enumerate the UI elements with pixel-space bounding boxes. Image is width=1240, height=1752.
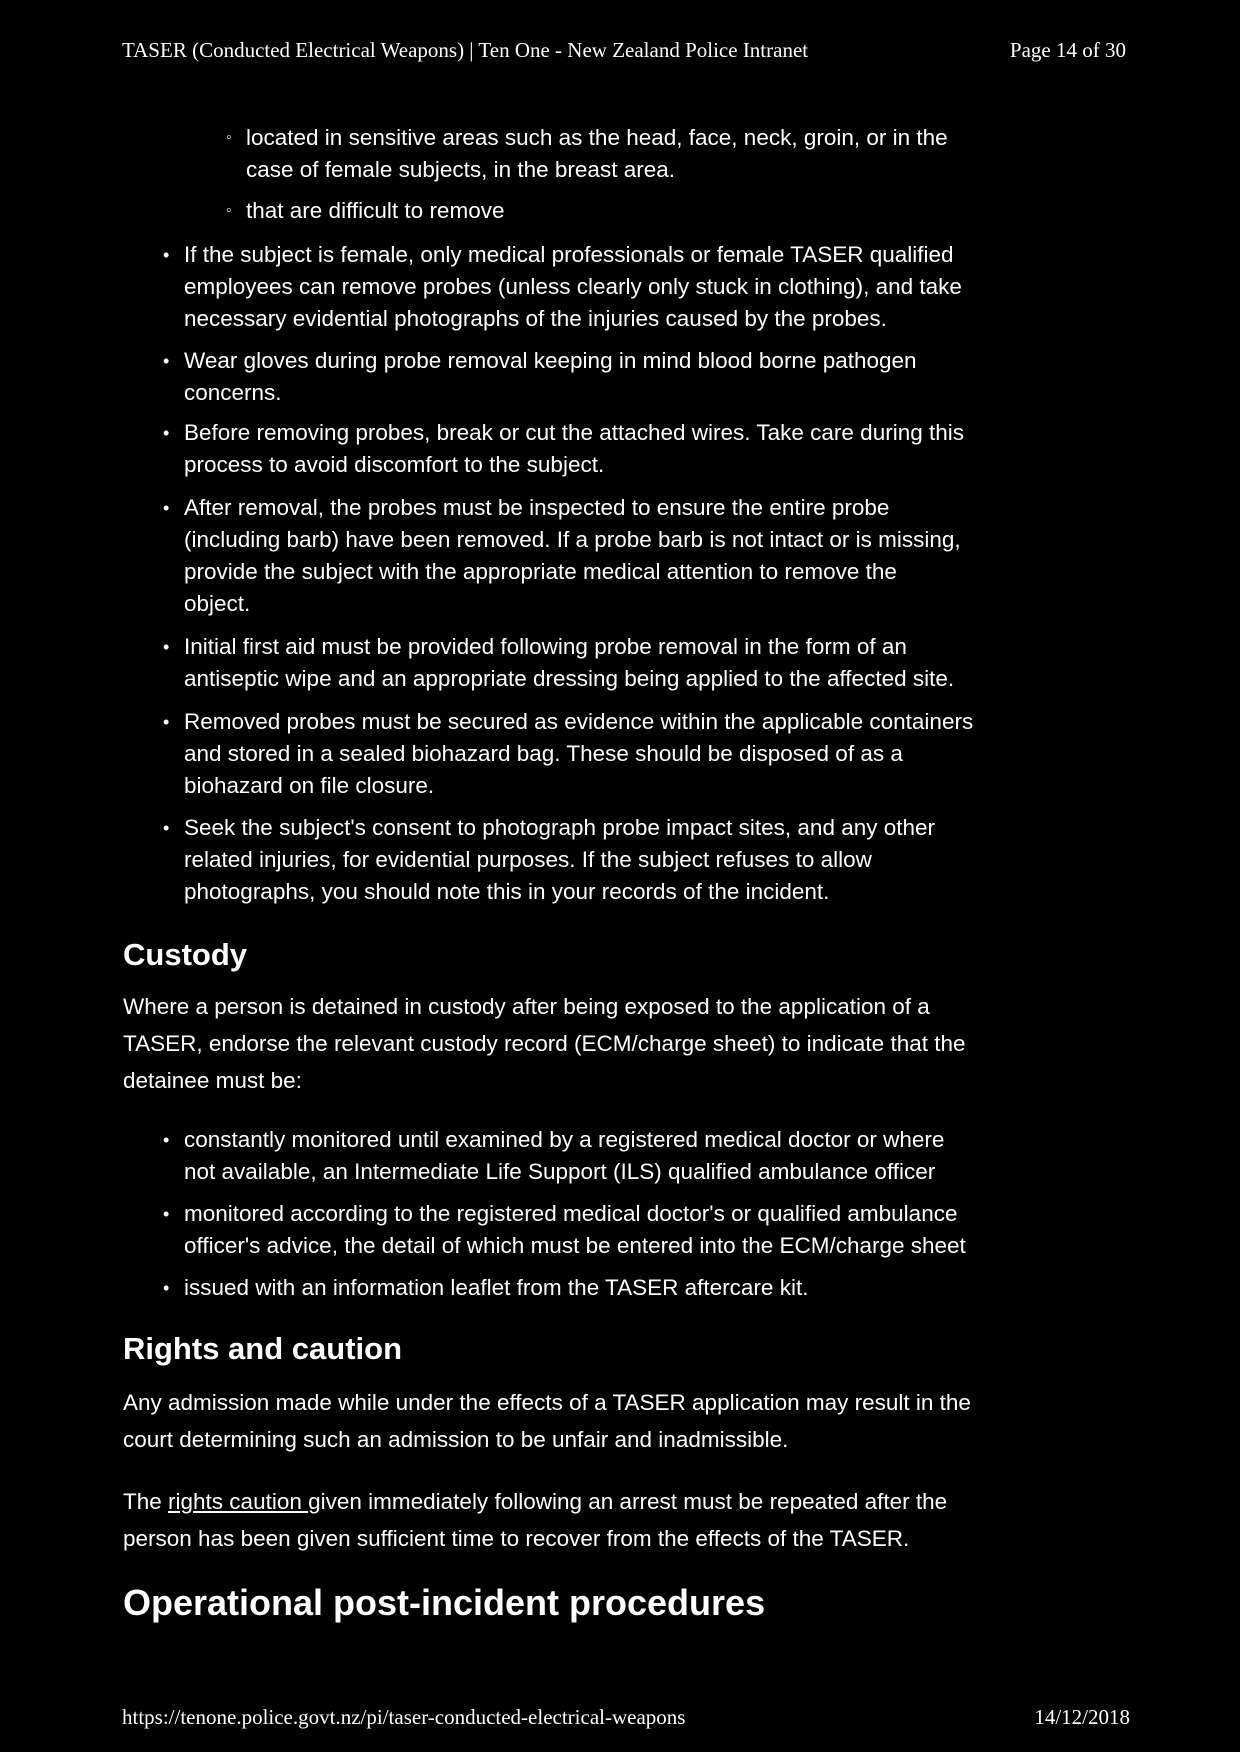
- text-line: officer's advice, the detail of which must be entered into the ECM/charge sheet: [184, 1233, 966, 1258]
- bullet-item: [163, 1198, 966, 1262]
- bullet-item: [163, 1272, 809, 1304]
- page-url: https://tenone.police.govt.nz/pi/taser-conducted-electrical-weapons: [122, 1705, 686, 1729]
- text-line: case of female subjects, in the breast area.: [246, 157, 675, 182]
- bullet-icon: •: [163, 498, 170, 518]
- text-line: object.: [184, 591, 251, 616]
- text-line: [123, 1483, 947, 1520]
- page-number: Page 14 of 30: [1009, 38, 1126, 62]
- page-header-title: TASER (Conducted Electrical Weapons) | Ten One - New Zealand Police Intranet: [122, 38, 809, 62]
- text-line: Seek the subject's consent to photograph probe impact sites, and any other: [184, 815, 936, 840]
- text-line: employees can remove probes (unless clearly only stuck in clothing), and take: [184, 274, 962, 299]
- text-line: monitored according to the registered medical doctor's or qualified ambulance: [184, 1201, 958, 1226]
- operational-heading: Operational post-incident procedures: [123, 1582, 766, 1623]
- hollow-bullet-icon: ◦: [226, 129, 232, 146]
- text-line: provide the subject with the appropriate medical attention to remove the: [184, 559, 897, 584]
- print-date: 14/12/2018: [1034, 1705, 1130, 1729]
- text-line: antiseptic wipe and an appropriate dressing being applied to the affected site.: [184, 666, 955, 691]
- text-line: related injuries, for evidential purposes. If the subject refuses to allow: [184, 847, 872, 872]
- text-line: issued with an information leaflet from the TASER aftercare kit.: [184, 1275, 809, 1300]
- text-line: biohazard on file closure.: [184, 773, 435, 798]
- text-line: court determining such an admission to be unfair and inadmissible.: [123, 1427, 789, 1452]
- bullet-item: [163, 812, 936, 908]
- hollow-bullet-icon: ◦: [226, 202, 232, 219]
- bullet-item: [163, 239, 962, 335]
- bullet-icon: •: [163, 423, 170, 443]
- bullet-item: [163, 1124, 945, 1188]
- bullet-icon: •: [163, 1204, 170, 1224]
- bullet-item: [163, 345, 917, 409]
- text-line: and stored in a sealed biohazard bag. These should be disposed of as a: [184, 741, 903, 766]
- text-line: After removal, the probes must be inspected to ensure the entire probe: [184, 495, 890, 520]
- text-line: not available, an Intermediate Life Support (ILS) qualified ambulance officer: [184, 1159, 936, 1184]
- bullet-icon: •: [163, 245, 170, 265]
- bullet-icon: •: [163, 1278, 170, 1298]
- text-line: TASER, endorse the relevant custody record (ECM/charge sheet) to indicate that the: [123, 1031, 966, 1056]
- text-line: concerns.: [184, 380, 282, 405]
- text: given immediately following an arrest must be repeated after the: [308, 1489, 948, 1514]
- bullet-item: [163, 631, 955, 695]
- text-line: (including barb) have been removed. If a probe barb is not intact or is missing,: [184, 527, 961, 552]
- rights-heading: Rights and caution: [123, 1331, 402, 1366]
- bullet-icon: •: [163, 712, 170, 732]
- rights-paragraph-1: [123, 1384, 971, 1458]
- text-line: If the subject is female, only medical professionals or female TASER qualified: [184, 242, 954, 267]
- custody-paragraph: [123, 988, 966, 1099]
- text: The: [123, 1489, 169, 1514]
- bullet-icon: •: [163, 351, 170, 371]
- bullet-icon: •: [163, 637, 170, 657]
- text-line: process to avoid discomfort to the subject.: [184, 452, 605, 477]
- rights-paragraph-2: [123, 1483, 947, 1557]
- text-line: detainee must be:: [123, 1068, 302, 1093]
- text-line: necessary evidential photographs of the injuries caused by the probes.: [184, 306, 887, 331]
- text-line: Wear gloves during probe removal keeping in mind blood borne pathogen: [184, 348, 917, 373]
- bullet-icon: •: [163, 1130, 170, 1150]
- rights-caution-link[interactable]: rights caution: [168, 1489, 309, 1514]
- text-line: located in sensitive areas such as the head, face, neck, groin, or in the: [246, 125, 948, 150]
- bullet-item: [163, 492, 961, 620]
- bullet-item: [163, 417, 964, 481]
- text-line: Removed probes must be secured as evidence within the applicable containers: [184, 709, 974, 734]
- sub-bullet-item: [226, 122, 948, 186]
- bullet-item: [163, 706, 974, 802]
- bullet-icon: •: [163, 818, 170, 838]
- text-line: Initial first aid must be provided following probe removal in the form of an: [184, 634, 907, 659]
- text-line: Before removing probes, break or cut the attached wires. Take care during this: [184, 420, 964, 445]
- text-line: Any admission made while under the effects of a TASER application may result in the: [123, 1390, 971, 1415]
- text-line: Where a person is detained in custody after being exposed to the application of a: [123, 994, 930, 1019]
- text-line: photographs, you should note this in your records of the incident.: [184, 879, 830, 904]
- text-line: constantly monitored until examined by a registered medical doctor or where: [184, 1127, 945, 1152]
- custody-heading: Custody: [123, 937, 247, 972]
- text-line: person has been given sufficient time to recover from the effects of the TASER.: [123, 1526, 910, 1551]
- text-line: that are difficult to remove: [246, 198, 505, 223]
- sub-bullet-item: [226, 195, 505, 227]
